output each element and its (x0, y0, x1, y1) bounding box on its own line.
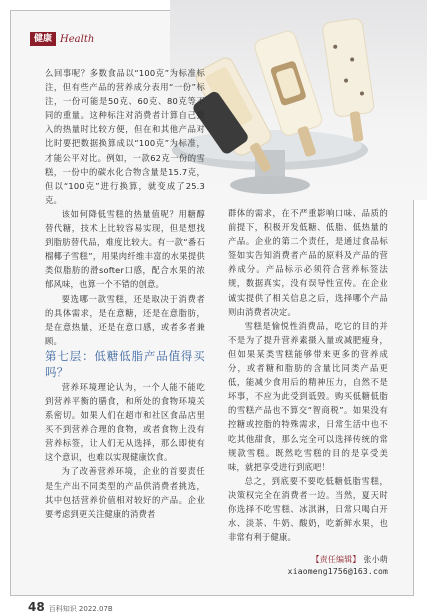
header-english: Health (60, 33, 95, 45)
section-title: 第七层：低糖低脂产品值得买吗？ (45, 348, 205, 379)
paragraph: 要选哪一款雪糕，还是取决于消费者的具体需求，是在意糖，还是在意脂肪，是在意热量，还是在意口感，或者多者兼顾。 (45, 293, 205, 346)
ice-cream-photo (170, 0, 427, 200)
paragraph: 营养环境理论认为，一个人能不能吃到营养平衡的膳食，和所处的食物环境关系密切。如果人们在超市和社区食品店里买不到营养合理的食物，或者食物上没有营养标签，让人们无从选择，那么即使有这个意识，也难以实现健康饮食。 (45, 381, 205, 463)
footer-publication: 百科知识 2022.07B (48, 605, 113, 613)
paragraph: 雪糕是愉悦性消费品，吃它的目的并不是为了提升营养素摄入量或减肥瘦身，但如果某类雪糕能够带来更多的营养成分，或者糖和脂肪的含量比同类产品更低，能减少食用后的精神压力，自然不是坏事，不应为此受到诋毁。购买低糖低脂的雪糕产品也不算交“智商税”。如果没有控糖或控脂的特殊需求，日常生活中也不吃其他甜食，那么完全可以选择传统的常规款雪糕。既然吃雪糕的目的是享受美味，就把享受进行到底吧！ (228, 320, 388, 472)
page-number: 48 (28, 600, 45, 614)
page-footer (28, 600, 113, 614)
left-column (45, 66, 205, 521)
editor-email: xiaomeng1756@163.com (287, 567, 388, 577)
editor-credit (228, 554, 388, 566)
header-tag: 健康 (30, 32, 56, 46)
paragraph: 么回事呢？多数食品以“100克”为标准标注，但有些产品的营养成分表用“一份”标注，一份可能是50克、60克、80克等不同的重量。这种标注对消费者计算自己摄入的热量时比较方便，但在和其他产品对比时要把数据换算成以“100克”为标准，才能公平对比。例如，一款62克一份的雪糕，一份中的碳水化合物含量是15.7克，但以“100克”进行换算，就变成了25.3克。 (45, 68, 205, 205)
paragraph: 群体的需求，在不严重影响口味、品质的前提下，积极开发低糖、低脂、低热量的产品。企业的第二个责任，是通过食品标签如实告知消费者产品的原料及产品的营养成分。产品标示必须符合营养标签法规，数据真实，没有误导性宣传。在企业诚实提供了相关信息之后，选择哪个产品则由消费者决定。 (228, 208, 388, 317)
paragraph: 该如何降低雪糕的热量值呢？用糖醇替代糖，技术上比较容易实现，但是想找到脂肪替代品，难度比较大。有一款“番石榴椰子雪糕”，用果肉纤维丰富的水果提供类似脂肪的滑softer口感，配合水果的浓郁风味，也算一个不错的创意。 (45, 208, 205, 290)
right-column (228, 206, 388, 578)
paragraph: 总之，到底要不要吃低糖低脂雪糕，决策权完全在消费者一边。当然，夏天时你选择不吃雪糕、冰淇淋，日常只喝白开水、淡茶、牛奶、酸奶，吃新鲜水果，也非常有利于健康。 (228, 475, 388, 543)
section-header (30, 32, 94, 46)
editor-label: 【责任编辑】 (311, 555, 361, 565)
ice-cream-illustration (170, 0, 427, 200)
paragraph: 为了改善营养环境，企业的首要责任是生产出不同类型的产品供消费者挑选，其中包括营养价值相对较好的产品。企业要考虑到更关注健康的消费者 (45, 466, 205, 519)
editor-name: 张小萌 (363, 555, 388, 565)
